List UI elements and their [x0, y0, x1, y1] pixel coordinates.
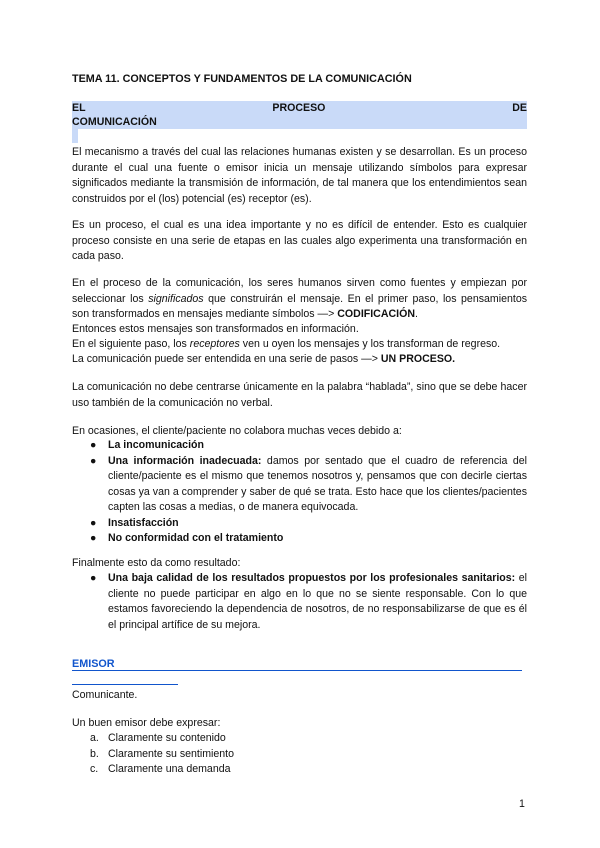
paragraph-3: En el proceso de la comunicación, los seres humanos sirven como fuentes y empiezan por seleccionar los significados que construirán el mensaje. En el primer paso, los pensamientos son transformados en mensajes mediante símbolos —> CODIFICACIÓN.: [72, 277, 528, 320]
section-heading-line1: [72, 102, 527, 115]
results-list: [72, 571, 527, 633]
emisor-heading: EMISOR: [72, 658, 115, 670]
emisor-intro: Un buen emisor debe expresar:: [72, 717, 221, 729]
highlight-cursor-block: [72, 129, 78, 143]
page-number: 1: [519, 798, 525, 810]
paragraph-9: Finalmente esto da como resultado:: [72, 557, 241, 569]
paragraph-8: En ocasiones, el cliente/paciente no colabora muchas veces debido a:: [72, 425, 402, 437]
paragraph-4: Entonces estos mensajes son transformados en información.: [72, 323, 359, 335]
causes-list: [72, 438, 527, 547]
heading-word: DE: [512, 102, 527, 114]
paragraph-5: En el siguiente paso, los receptores ven u oyen los mensajes y los transforman de regreso.: [72, 338, 501, 350]
list-item: ● Una información inadecuada: damos por sentado que el cuadro de referencia del cliente/paciente es el mismo que tenemos nosotros y, pensamos que con decirle ciertas cosas ya van a comprender y saber de qué se trata. Esto hace que los clientes/pacientes capten las cosas a medias, o de manera equivocada.: [90, 454, 527, 513]
paragraph-2: Es un proceso, el cual es una idea importante y no es difícil de entender. Esto es cualquier proceso consiste en una serie de etapas en las cuales algo experimenta una transformación en cada paso.: [72, 219, 527, 262]
list-item: a. Claramente su contenido: [90, 732, 226, 744]
emphasis-un-proceso: UN PROCESO.: [380, 353, 456, 365]
document-title: TEMA 11. CONCEPTOS Y FUNDAMENTOS DE LA COMUNICACIÓN: [72, 73, 412, 85]
paragraph-6: La comunicación puede ser entendida en una serie de pasos —> UN PROCESO.: [72, 353, 456, 365]
list-item: ● No conformidad con el tratamiento: [90, 532, 284, 544]
heading-word: EL: [72, 102, 86, 114]
emisor-underline: [72, 670, 522, 671]
heading-word: PROCESO: [272, 102, 326, 114]
emisor-list: [72, 731, 234, 778]
list-item: b. Claramente su sentimiento: [90, 747, 235, 760]
emisor-underline-continuation: [72, 684, 178, 685]
list-item: ● La incomunicación: [90, 439, 204, 451]
list-item: ● Una baja calidad de los resultados propuestos por los profesionales sanitarios: el cliente no puede participar en algo en lo que no se siente responsable. Con lo que estamos favoreciendo la dependencia de nosotros, de no responsabilizarse de que es él el principal artífice de su mejora.: [90, 572, 527, 631]
emphasis-receptores: receptores: [189, 338, 240, 350]
section-heading-line2: COMUNICACIÓN: [72, 116, 157, 128]
paragraph-1: El mecanismo a través del cual las relaciones humanas existen y se desarrollan. Es un proceso durante el cual una fuente o emisor inicia un mensaje utilizando símbolos para expresar significados mediante la transmisión de información, de tal manera que los entendimientos sean construidos por el (los) potencial (es) receptor (es).: [72, 146, 527, 205]
list-item: ● Insatisfacción: [90, 516, 179, 529]
emisor-definition: Comunicante.: [72, 689, 138, 701]
paragraph-7: La comunicación no debe centrarse únicamente en la palabra “hablada”, sino que se debe hacer uso también de la comunicación no verbal.: [72, 381, 527, 409]
list-item: c. Claramente una demanda: [90, 763, 231, 775]
emphasis-significados: significados: [148, 292, 204, 305]
emphasis-codificacion: CODIFICACIÓN: [337, 308, 415, 320]
